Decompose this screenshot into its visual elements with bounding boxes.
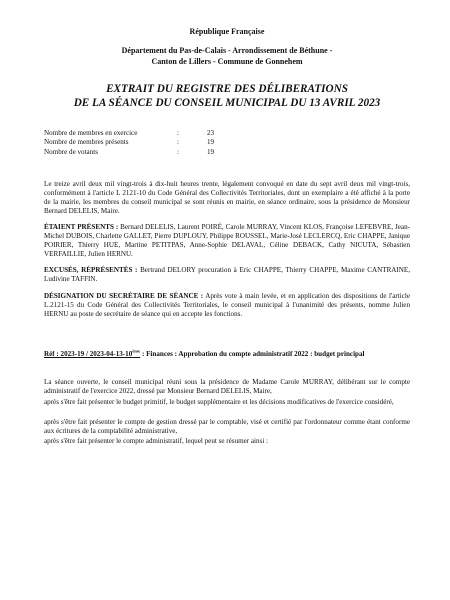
deliberation-reference [44,350,410,359]
count-colon: : [177,129,179,137]
excuses-label: EXCUSÉS, RÉPRÉSENTÉS : [44,266,138,274]
secretaire-label: DÉSIGNATION DU SECRÉTAIRE DE SÉANCE : [44,292,204,300]
presents-paragraph [44,223,410,259]
count-colon: : [177,147,179,156]
reference-code-text: Réf : 2023-19 / 2023-04-13-10 [44,350,133,358]
department-line-2: Canton de Lillers - Commune de Gonnehem [151,57,303,66]
secretaire-paragraph [44,292,410,319]
title-line-2: DE LA SÉANCE DU CONSEIL MUNICIPAL DU 13 AVRIL 2023 [73,97,381,109]
body-paragraph-1: La séance ouverte, le conseil municipal réuni sous la présidence de Madame Carole MURRAY, délibérant sur le compte administratif de l'exercice 2022, dressé par Monsieur Bernard DELELIS, Maire, [44,378,410,396]
count-value: 19 [207,147,215,156]
title-line-1: EXTRAIT DU REGISTRE DES DÉLIBERATIONS [106,83,348,95]
reference-superscript: ème [132,348,141,354]
header-department [44,45,410,67]
body-paragraph-4: après s'être fait présenter le compte administratif, lequel peut se résumer ainsi : [44,437,269,445]
body-paragraph-3: après s'être fait présenter le compte de gestion dressé par le comptable, visé et certifié par l'ordonnateur comme étant conforme aux écritures de la comptabilité administrative, [44,418,410,436]
count-value: 19 [207,138,215,147]
header-republic: République Française [189,27,265,36]
excuses-text: Bertrand DELORY procuration à Eric CHAPPE, Thierry CHAPPE, Maxime CANTRAINE, Ludivine TAFFIN. [44,266,411,284]
count-colon: : [177,138,179,147]
count-row [44,148,410,157]
count-label: Nombre de membres présents [44,138,129,147]
count-row [44,129,410,138]
department-line-1: Département du Pas-de-Calais - Arrondissement de Béthune - [121,46,333,55]
presents-label: ÉTAIENT PRÉSENTS : [44,223,119,231]
secretaire-text: Après vote à main levée, et en application des dispositions de l'article L.2121-15 du Code Général des Collectivités Territoriales, le conseil municipal à l'unanimité des présents, nomme Julien HERNU au poste de secrétaire de séance qui en accepte les fonctions. [44,292,410,319]
body-paragraph-2: après s'être fait présenter le budget primitif, le budget supplémentaire et les décisions modificatives de l'exercice considéré, [44,398,394,406]
reference-code [44,350,140,358]
presents-text: Bernard DELELIS, Laurent POIRÉ, Carole MURRAY, Vincent KLOS, Françoise LEFEBVRE, Jean-Michel DUBOIS, Charlette GALLET, Pierre DUPLOUY, Philippe ROUSSEL, Marie-José LECLERCQ, Eric CHAPPE, Janique POIRIER, Thierry HUE, Martine PETITPAS, Anne-Sophie DELAVAL, Céline DEBACK, Cathy NICUTA, Sébastien VERFAILLIE, Julien HERNU. [44,223,410,259]
reference-subject: : Finances : Approbation du compte administratif 2022 : budget principal [140,350,365,358]
excuses-paragraph [44,266,410,284]
members-count-table [44,129,410,157]
count-row [44,138,410,147]
count-label: Nombre de membres en exercice [44,129,138,137]
count-label: Nombre de votants [44,147,98,156]
convocation-paragraph: Le treize avril deux mil vingt-trois à dix-huit heures trente, légalement convoqué en date du sept avril deux mil vingt-trois, conformément à l'article L 2121-10 du Code Général des Collectivités Territoriales, dont un exemplaire a été affiché à la porte de la mairie, les membres du conseil municipal se sont réunis en mairie, en séance ordinaire, sous la présidence de Monsieur Bernard DELELIS, Maire. [44,180,410,216]
count-value: 23 [207,129,215,137]
document-title [44,82,410,110]
